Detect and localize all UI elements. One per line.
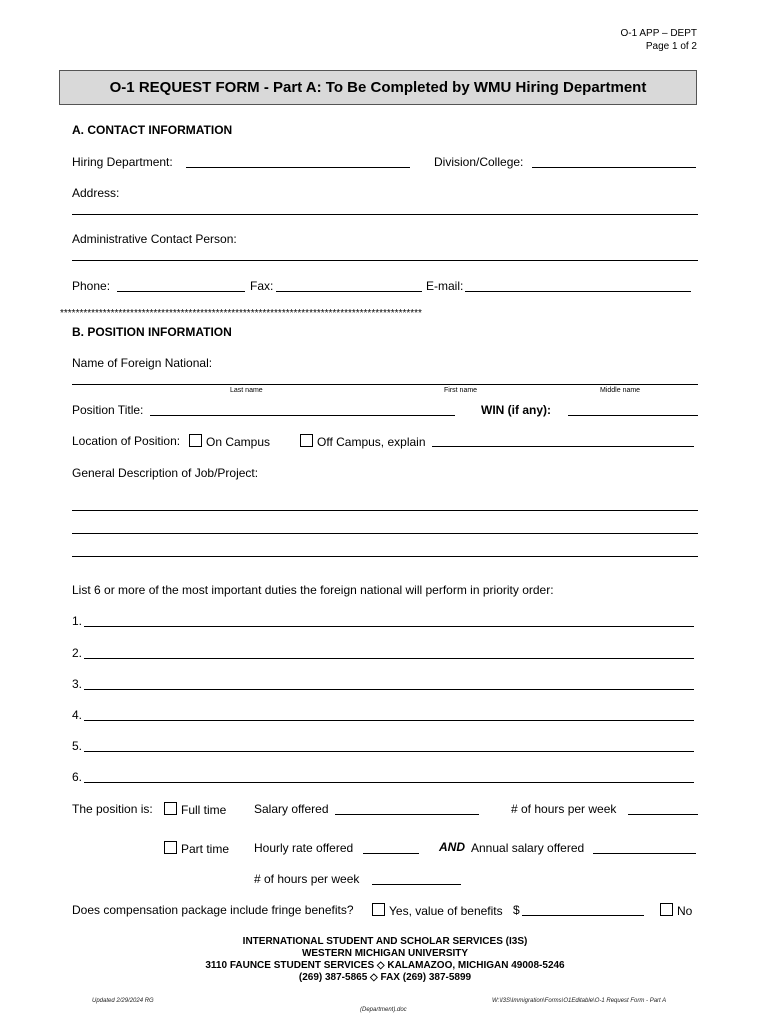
on-campus-checkbox[interactable]	[189, 434, 202, 447]
updated-note: Updated 2/29/2024 RG	[92, 998, 154, 1004]
section-b-heading: B. POSITION INFORMATION	[72, 325, 232, 339]
off-campus-explain-field[interactable]	[432, 446, 694, 447]
duty-field-1[interactable]	[84, 626, 694, 627]
division-college-field[interactable]	[532, 167, 696, 168]
and-label: AND	[439, 840, 465, 854]
salary-offered-label: Salary offered	[254, 802, 329, 816]
duty-number: 4.	[72, 708, 83, 722]
form-title-text: O-1 REQUEST FORM - Part A: To Be Completed by WMU Hiring Department	[109, 79, 647, 96]
form-title	[59, 70, 697, 105]
hours-per-week-2-label: # of hours per week	[254, 872, 360, 886]
fringe-yes-option[interactable]	[372, 903, 503, 918]
form-code: O-1 APP – DEPT	[620, 28, 697, 39]
duty-field-6[interactable]	[84, 782, 694, 783]
middle-name-caption: Middle name	[600, 387, 641, 394]
duty-number: 5.	[72, 739, 83, 753]
job-description-line-1[interactable]	[72, 510, 698, 511]
email-field[interactable]	[465, 291, 691, 292]
part-time-checkbox[interactable]	[164, 841, 177, 854]
off-campus-label: Off Campus, explain	[317, 435, 426, 449]
foreign-national-field[interactable]	[72, 384, 698, 385]
hours-per-week-field[interactable]	[628, 814, 698, 815]
win-field[interactable]	[568, 415, 698, 416]
footer-address: 3110 FAUNCE STUDENT SERVICES ◇ KALAMAZOO, MICHIGAN 49008-5246	[205, 960, 565, 971]
on-campus-label: On Campus	[206, 435, 271, 449]
fax-field[interactable]	[276, 291, 422, 292]
duty-number: 2.	[72, 646, 83, 660]
footer-org: INTERNATIONAL STUDENT AND SCHOLAR SERVICES (I3S)	[242, 936, 528, 947]
duty-field-5[interactable]	[84, 751, 694, 752]
fringe-no-label: No	[677, 904, 693, 918]
position-is-label: The position is:	[72, 802, 153, 816]
hours-per-week-2-field[interactable]	[372, 884, 461, 885]
duty-field-3[interactable]	[84, 689, 694, 690]
fringe-no-option[interactable]	[660, 903, 692, 918]
full-time-option[interactable]	[164, 802, 226, 817]
foreign-national-label: Name of Foreign National:	[72, 356, 213, 370]
address-field[interactable]	[72, 214, 698, 215]
file-path-2: (Department).doc	[360, 1007, 407, 1013]
footer-university: WESTERN MICHIGAN UNIVERSITY	[301, 948, 469, 959]
fringe-value-field[interactable]	[522, 915, 644, 916]
off-campus-option[interactable]	[300, 434, 426, 449]
on-campus-option[interactable]	[189, 434, 270, 449]
last-name-caption: Last name	[230, 387, 263, 394]
duty-number: 3.	[72, 677, 83, 691]
hours-per-week-label: # of hours per week	[511, 802, 617, 816]
phone-field[interactable]	[117, 291, 245, 292]
hiring-department-label: Hiring Department:	[72, 155, 173, 169]
full-time-label: Full time	[181, 803, 227, 817]
fringe-question: Does compensation package include fringe benefits?	[72, 903, 354, 917]
page-number: Page 1 of 2	[645, 41, 697, 52]
section-a-heading: A. CONTACT INFORMATION	[72, 123, 233, 137]
fringe-yes-label: Yes, value of benefits	[389, 904, 503, 918]
fringe-no-checkbox[interactable]	[660, 903, 673, 916]
duty-field-2[interactable]	[84, 658, 694, 659]
first-name-caption: First name	[444, 387, 478, 394]
position-title-field[interactable]	[150, 415, 455, 416]
job-description-line-3[interactable]	[72, 556, 698, 557]
fax-label: Fax:	[250, 279, 274, 293]
admin-contact-label: Administrative Contact Person:	[72, 232, 237, 246]
part-time-label: Part time	[181, 842, 230, 856]
duty-number: 6.	[72, 770, 83, 784]
off-campus-checkbox[interactable]	[300, 434, 313, 447]
duty-number: 1.	[72, 614, 83, 628]
hourly-rate-field[interactable]	[363, 853, 419, 854]
separator: *********************************************************************************************	[60, 308, 422, 319]
location-label: Location of Position:	[72, 434, 181, 448]
annual-salary-label: Annual salary offered	[471, 841, 585, 855]
dollar-sign: $	[513, 903, 520, 917]
job-description-line-2[interactable]	[72, 533, 698, 534]
full-time-checkbox[interactable]	[164, 802, 177, 815]
footer-phone: (269) 387-5865 ◇ FAX (269) 387-5899	[298, 972, 472, 983]
division-college-label: Division/College:	[434, 155, 524, 169]
email-label: E-mail:	[426, 279, 464, 293]
fringe-yes-checkbox[interactable]	[372, 903, 385, 916]
hourly-rate-label: Hourly rate offered	[254, 841, 354, 855]
annual-salary-field[interactable]	[593, 853, 696, 854]
position-title-label: Position Title:	[72, 403, 144, 417]
admin-contact-field[interactable]	[72, 260, 698, 261]
hiring-department-field[interactable]	[186, 167, 410, 168]
address-label: Address:	[72, 186, 120, 200]
win-label: WIN (if any):	[481, 403, 551, 417]
job-description-label: General Description of Job/Project:	[72, 466, 259, 480]
duty-field-4[interactable]	[84, 720, 694, 721]
duties-prompt: List 6 or more of the most important duties the foreign national will perform in priority order:	[72, 583, 554, 597]
part-time-option[interactable]	[164, 841, 229, 856]
phone-label: Phone:	[72, 279, 111, 293]
file-path: W:\I3S\Immigration\Forms\O1Editable\O-1 Request Form - Part A	[492, 998, 667, 1004]
salary-offered-field[interactable]	[335, 814, 479, 815]
